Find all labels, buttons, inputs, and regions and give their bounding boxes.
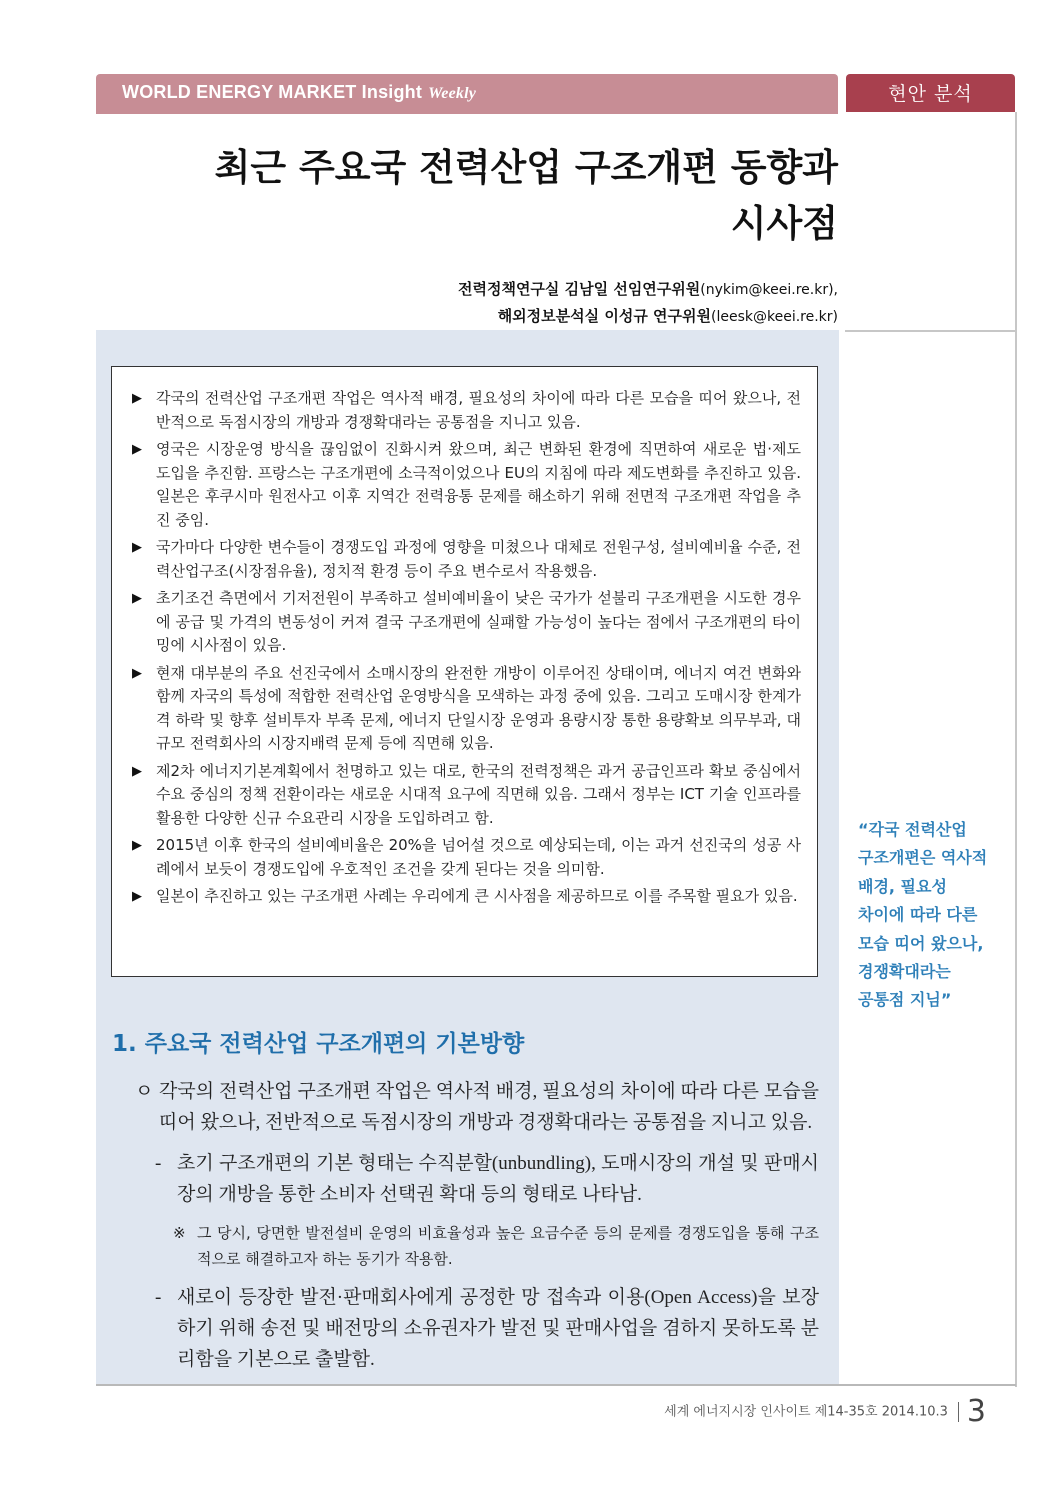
summary-item: ▶ 영국은 시장운영 방식을 끊임없이 진화시켜 왔으며, 최근 변화된 환경에 직면하여 새로운 법·제도 도입을 추진함. 프랑스는 구조개편에 소극적이었으나 EU의 지침에 따라 제도변화를 추진하고 있음. 일본은 후쿠시마 원전사고 이후 지역간 전력융통 문제를 해소하기 위해 전면적 구조개편 작업을 추진 중임. <box>132 440 801 529</box>
author-name: 전력정책연구실 김남일 선임연구위원 <box>457 280 701 298</box>
reference-mark-icon: ※ <box>173 1224 186 1242</box>
right-margin-line <box>1015 112 1017 1387</box>
author-name: 해외정보분석실 이성규 연구위원 <box>497 307 711 325</box>
dash-bullet-icon: - <box>155 1287 162 1308</box>
pull-quote: “각국 전력산업 구조개편은 역사적 배경, 필요성 차이에 따라 다른 모습 띠어 왔으나, 경쟁확대라는 공통점 지님” <box>858 820 988 1010</box>
dash-bullet-icon: - <box>155 1153 162 1174</box>
author-line <box>138 303 838 330</box>
footer-divider <box>958 1402 959 1422</box>
triangle-bullet-icon: ▶ <box>132 442 142 457</box>
footer-rule <box>96 1384 1016 1386</box>
circle-bullet-icon: ㅇ <box>135 1081 154 1102</box>
paragraph-sub: - 새로이 등장한 발전·판매회사에게 공정한 망 접속과 이용(Open Access)을 보장하기 위해 송전 및 배전망의 소유권자가 발전 및 판매사업을 겸하지 못하도록 분리함을 기본으로 출발함. <box>155 1282 819 1375</box>
sidebar-rule <box>845 330 1017 332</box>
paragraph-sub: - 초기 구조개편의 기본 형태는 수직분할(unbundling), 도매시장의 개설 및 판매시장의 개방을 통한 소비자 선택권 확대 등의 형태로 나타남. <box>155 1148 819 1210</box>
triangle-bullet-icon: ▶ <box>132 889 142 904</box>
article-title-line1: 최근 주요국 전력산업 구조개편 동향과 <box>214 146 838 189</box>
triangle-bullet-icon: ▶ <box>132 838 142 853</box>
summary-box <box>111 366 818 977</box>
summary-item: ▶ 초기조건 측면에서 기저전원이 부족하고 설비예비율이 낮은 국가가 섣불리 구조개편을 시도한 경우에 공급 및 가격의 변동성이 커져 결국 구조개편에 실패할 가능성이 높다는 점에서 구조개편의 타이밍에 시사점이 있음. <box>132 589 801 654</box>
author-line <box>138 276 838 303</box>
summary-list <box>112 367 817 909</box>
triangle-bullet-icon: ▶ <box>132 665 142 681</box>
triangle-bullet-icon: ▶ <box>132 591 142 606</box>
author-email[interactable]: (leesk@keei.re.kr) <box>711 309 838 325</box>
summary-item: ▶ 2015년 이후 한국의 설비예비율은 20%을 넘어설 것으로 예상되는데, 이는 과거 선진국의 성공 사례에서 보듯이 경쟁도입에 우호적인 조건을 갖게 된다는 것을 의미함. <box>132 836 801 878</box>
triangle-bullet-icon: ▶ <box>132 391 142 406</box>
triangle-bullet-icon: ▶ <box>132 763 142 779</box>
article-title <box>118 140 838 252</box>
triangle-bullet-icon: ▶ <box>132 540 142 555</box>
section-tab: 현안 분석 <box>846 74 1015 112</box>
publication-weekly: Weekly <box>428 85 477 102</box>
summary-item: ▶ 제2차 에너지기본계획에서 천명하고 있는 대로, 한국의 전력정책은 과거 공급인프라 확보 중심에서 수요 중심의 정책 전환이라는 새로운 시대적 요구에 직면해 있음. 그래서 정부는 ICT 기술 인프라를 활용한 다양한 신규 수요관리 시장을 도입하려고 함. <box>132 761 801 827</box>
author-email[interactable]: (nykim@keei.re.kr), <box>700 282 838 298</box>
page-number: 3 <box>966 1394 986 1429</box>
header-rule <box>96 112 838 114</box>
note-paragraph: ※ 그 당시, 당면한 발전설비 운영의 비효율성과 높은 요금수준 등의 문제를 경쟁도입을 통해 구조적으로 해결하고자 하는 동기가 작용함. <box>173 1220 819 1272</box>
section-heading: 1. 주요국 전력산업 구조개편의 기본방향 <box>112 1031 525 1057</box>
summary-item: ▶ 현재 대부분의 주요 선진국에서 소매시장의 완전한 개방이 이루어진 상태이며, 에너지 여건 변화와 함께 자국의 특성에 적합한 전력산업 운영방식을 모색하는 과정 중에 있음. 그리고 도매시장 한계가격 하락 및 향후 설비투자 부족 문제, 에너지 단일시장 운영과 용량시장 통한 용량확보 의무부과, 대규모 전력회사의 시장지배력 문제 등에 직면해 있음. <box>132 663 801 752</box>
summary-item: ▶ 일본이 추진하고 있는 구조개편 사례는 우리에게 큰 시사점을 제공하므로 이를 주목할 필요가 있음. <box>132 885 801 909</box>
publication-header <box>122 82 476 103</box>
article-title-line2: 시사점 <box>730 202 838 245</box>
page-footer <box>664 1396 986 1429</box>
summary-item: ▶ 각국의 전력산업 구조개편 작업은 역사적 배경, 필요성의 차이에 따라 다른 모습을 띠어 왔으나, 전반적으로 독점시장의 개방과 경쟁확대라는 공통점을 지니고 있음. <box>132 389 801 431</box>
paragraph-main: ㅇ 각국의 전력산업 구조개편 작업은 역사적 배경, 필요성의 차이에 따라 다른 모습을 띠어 왔으나, 전반적으로 독점시장의 개방과 경쟁확대라는 공통점을 지니고 있음. <box>135 1076 819 1138</box>
authors <box>138 276 838 330</box>
footer-publication: 세계 에너지시장 인사이트 제14-35호 2014.10.3 <box>664 1404 948 1420</box>
summary-item: ▶ 국가마다 다양한 변수들이 경쟁도입 과정에 영향을 미쳤으나 대체로 전원구성, 설비예비율 수준, 전력산업구조(시장점유율), 정치적 환경 등이 주요 변수로서 작용했음. <box>132 538 801 580</box>
publication-title: WORLD ENERGY MARKET Insight <box>122 82 423 102</box>
